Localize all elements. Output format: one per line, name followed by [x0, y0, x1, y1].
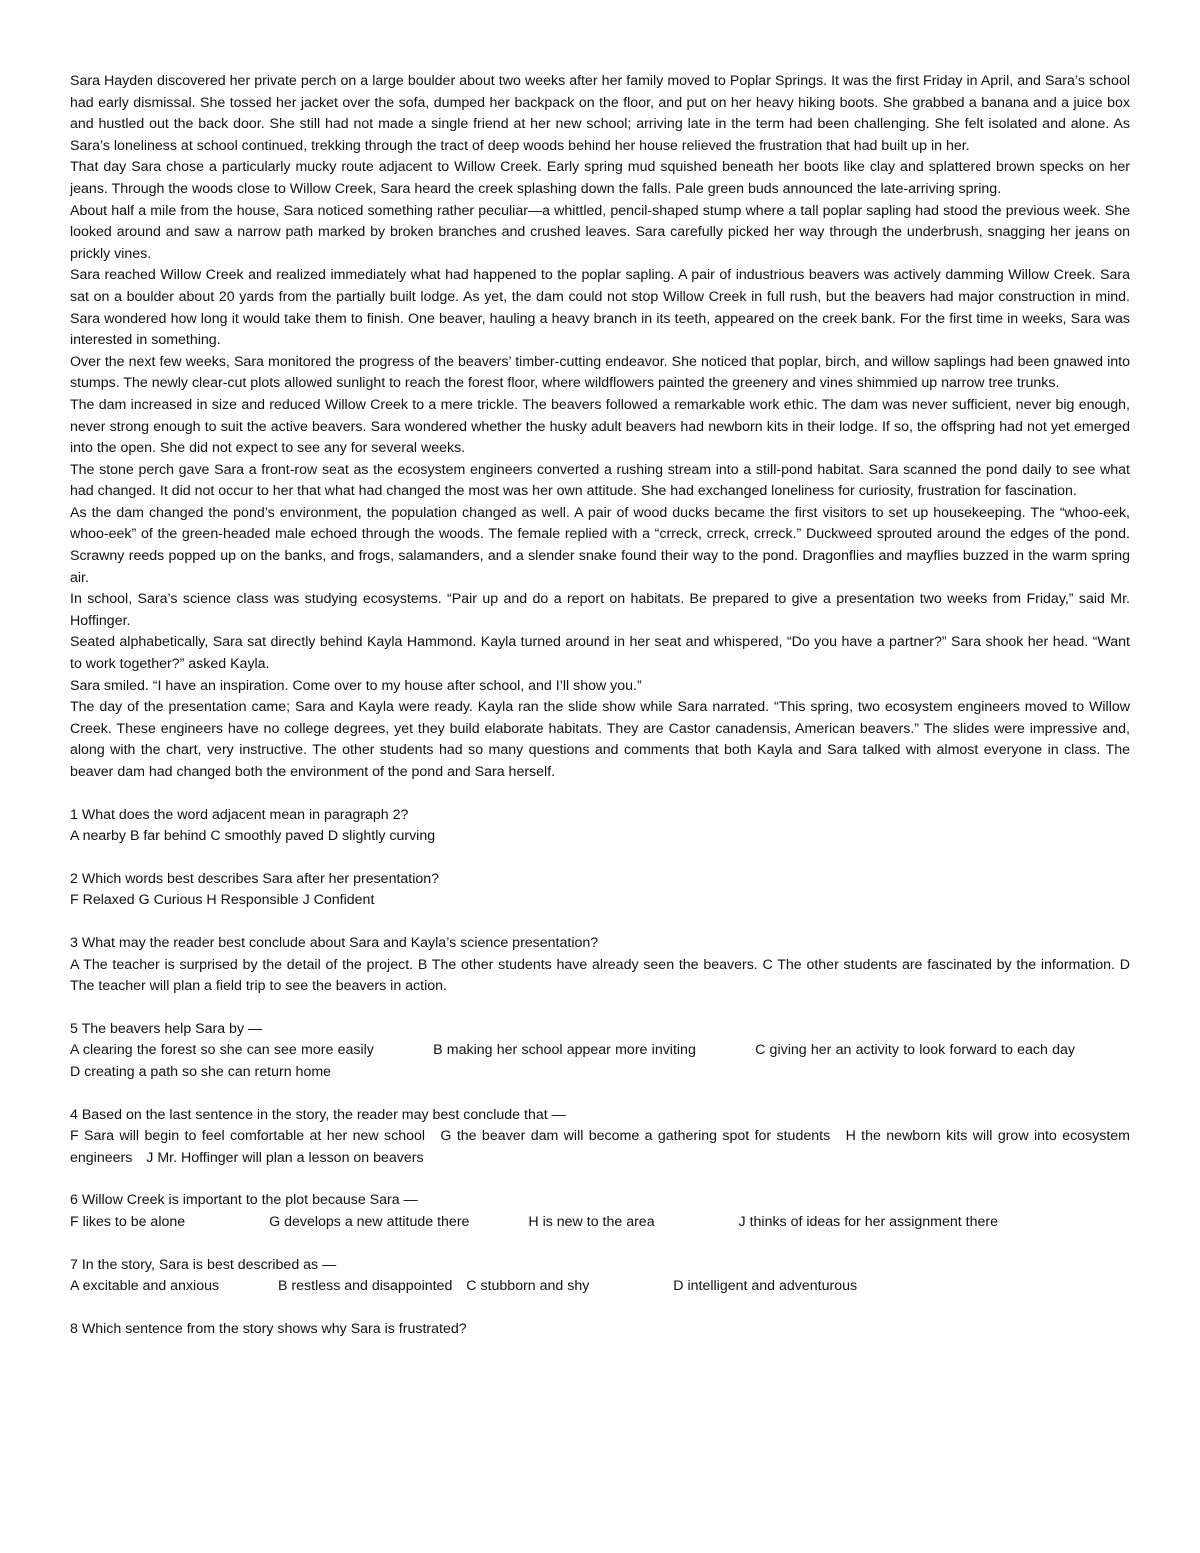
answer-option-j: J thinks of ideas for her assignment there — [738, 1213, 998, 1230]
answer-option: F Relaxed G Curious H Responsible J Confident — [70, 892, 375, 909]
question-list — [70, 805, 1130, 1341]
answer-option-a: A clearing the forest so she can see more easily — [70, 1042, 374, 1059]
question-stem: 4 Based on the last sentence in the story, the reader may best conclude that — — [70, 1106, 566, 1123]
answer-option: A nearby B far behind C smoothly paved D slightly curving — [70, 828, 436, 845]
question-stem: 3 What may the reader best conclude about Sara and Kayla’s science presentation? — [70, 934, 599, 951]
story-paragraph-2: That day Sara chose a particularly mucky route adjacent to Willow Creek. Early spring mud squished beneath her boots like clay and splattered brown specks on her jeans. Through the woods close to Willow Creek, Sara heard the creek splashing down the falls. Pale green buds announced the late-arriving spring. — [70, 159, 1130, 197]
story-paragraph-7: The stone perch gave Sara a front-row seat as the ecosystem engineers converted a rushing stream into a still-pond habitat. Sara scanned the pond daily to see what had changed. It did not occur to her that what had changed the most was her own attitude. She had exchanged loneliness for curiosity, frustration for fascination. — [70, 461, 1130, 500]
question-7 — [70, 1255, 1130, 1298]
story-paragraph-11: Sara smiled. “I have an inspiration. Come over to my house after school, and I’ll show you.” — [70, 677, 642, 694]
answer-option-d: D intelligent and adventurous — [673, 1278, 858, 1295]
story-text — [70, 71, 1130, 784]
story-paragraph-6: The dam increased in size and reduced Willow Creek to a mere trickle. The beavers followed a remarkable work ethic. The dam was never sufficient, never big enough, never strong enough to suit the active beavers. Sara wondered whether the husky adult beavers had newborn kits in their lodge. If so, the offspring had not yet emerged into the open. She did not expect to see any for several weeks. — [70, 396, 1130, 457]
answer-options — [70, 826, 1130, 848]
answer-option-j: J Mr. Hoffinger will plan a lesson on beavers — [146, 1149, 424, 1166]
story-paragraph-8: As the dam changed the pond’s environment, the population changed as well. A pair of wood ducks became the first visitors to set up housekeeping. The “whoo-eek, whoo-eek” of the green-headed male echoed through the woods. The female replied with a “crreck, crreck, crreck.” Duckweed sprouted around the edges of the pond. Scrawny reeds popped up on the banks, and frogs, salamanders, and a slender snake found their way to the pond. Dragonflies and mayflies buzzed in the warm spring air. — [70, 504, 1130, 586]
answer-option-d: D creating a path so she can return home — [70, 1063, 332, 1080]
answer-option-b: B restless and disappointed — [278, 1278, 453, 1295]
answer-option-f: F Sara will begin to feel comfortable at her new school — [70, 1128, 426, 1145]
story-paragraph-4: Sara reached Willow Creek and realized immediately what had happened to the poplar sapling. A pair of industrious beavers was actively damming Willow Creek. Sara sat on a boulder about 20 yards from the partially built lodge. As yet, the dam could not stop Willow Creek in full rush, but the beavers had major construction in mind. Sara wondered how long it would take them to finish. One beaver, hauling a heavy branch in its teeth, appeared on the creek bank. For the first time in weeks, Sara was interested in something. — [70, 267, 1130, 349]
answer-option-b: B making her school appear more inviting — [433, 1042, 696, 1059]
story-paragraph-12: The day of the presentation came; Sara and Kayla were ready. Kayla ran the slide show while Sara narrated. “This spring, two ecosystem engineers moved to Willow Creek. These engineers have no college degrees, yet they build elaborate habitats. They are Castor canadensis, American beavers.” The slides were impressive and, along with the chart, very instructive. The other students had so many questions and comments that both Kayla and Sara talked with almost everyone in class. The beaver dam had changed both the environment of the pond and Sara herself. — [70, 699, 1130, 780]
question-1 — [70, 805, 1130, 848]
story-paragraph-3: About half a mile from the house, Sara noticed something rather peculiar—a whittled, pencil-shaped stump where a tall poplar sapling had stood the previous week. She looked around and saw a narrow path marked by broken branches and crushed leaves. Sara carefully picked her way through the underbrush, snagging her jeans on prickly vines. — [70, 202, 1130, 262]
answer-option-h: H is new to the area — [528, 1213, 655, 1230]
question-stem: 7 In the story, Sara is best described as — — [70, 1256, 337, 1273]
question-2 — [70, 869, 1130, 912]
answer-options — [70, 1040, 1130, 1083]
question-3 — [70, 933, 1130, 998]
answer-option-c: C giving her an activity to look forward to each day — [755, 1042, 1075, 1059]
question-6 — [70, 1190, 1130, 1233]
answer-option-g: G the beaver dam will become a gathering spot for students — [440, 1128, 831, 1145]
answer-options — [70, 1212, 1130, 1234]
story-paragraph-5: Over the next few weeks, Sara monitored the progress of the beavers’ timber-cutting endeavor. She noticed that poplar, birch, and willow saplings had been gnawed into stumps. The newly clear-cut plots allowed sunlight to reach the forest floor, where wildflowers painted the greenery and vines shimmied up narrow tree trunks. — [70, 353, 1130, 392]
answer-option-g: G develops a new attitude there — [269, 1213, 470, 1230]
question-4 — [70, 1105, 1130, 1170]
question-stem: 8 Which sentence from the story shows why Sara is frustrated? — [70, 1320, 467, 1337]
answer-option-f: F likes to be alone — [70, 1213, 186, 1230]
answer-option: A The teacher is surprised by the detail of the project. B The other students have already seen the beavers. C The other students are fascinated by the information. D The teacher will plan a field trip to see the beavers in action. — [70, 956, 1130, 995]
answer-options — [70, 955, 1130, 998]
document-page — [70, 71, 1130, 1361]
answer-option-h: H the newborn kits will grow into ecosystem engineers — [70, 1128, 1131, 1166]
question-stem: 2 Which words best describes Sara after her presentation? — [70, 870, 440, 887]
story-paragraph-10: Seated alphabetically, Sara sat directly behind Kayla Hammond. Kayla turned around in her seat and whispered, “Do you have a partner?” Sara shook her head. “Want to work together?” asked Kayla. — [70, 634, 1130, 673]
story-paragraph-9: In school, Sara’s science class was studying ecosystems. “Pair up and do a report on habitats. Be prepared to give a presentation two weeks from Friday,” said Mr. Hoffinger. — [70, 591, 1130, 629]
answer-options — [70, 1276, 1130, 1298]
answer-options — [70, 890, 1130, 912]
question-stem: 5 The beavers help Sara by — — [70, 1020, 263, 1037]
question-8 — [70, 1319, 1130, 1341]
question-stem: 6 Willow Creek is important to the plot because Sara — — [70, 1192, 418, 1209]
question-stem: 1 What does the word adjacent mean in paragraph 2? — [70, 806, 409, 823]
answer-option-c: C stubborn and shy — [466, 1278, 590, 1295]
story-paragraph-1: Sara Hayden discovered her private perch on a large boulder about two weeks after her family moved to Poplar Springs. It was the first Friday in April, and Sara’s school had early dismissal. She tossed her jacket over the sofa, dumped her backpack on the floor, and put on her heavy hiking boots. She grabbed a banana and a juice box and hustled out the back door. She still had not made a single friend at her new school; arriving late in the term had been challenging. She felt isolated and alone. As Sara’s loneliness at school continued, trekking through the tract of deep woods behind her house relieved the frustration that had built up in her. — [70, 73, 1130, 154]
answer-options — [70, 1126, 1130, 1169]
answer-option-a: A excitable and anxious — [70, 1278, 220, 1295]
question-5 — [70, 1019, 1130, 1084]
